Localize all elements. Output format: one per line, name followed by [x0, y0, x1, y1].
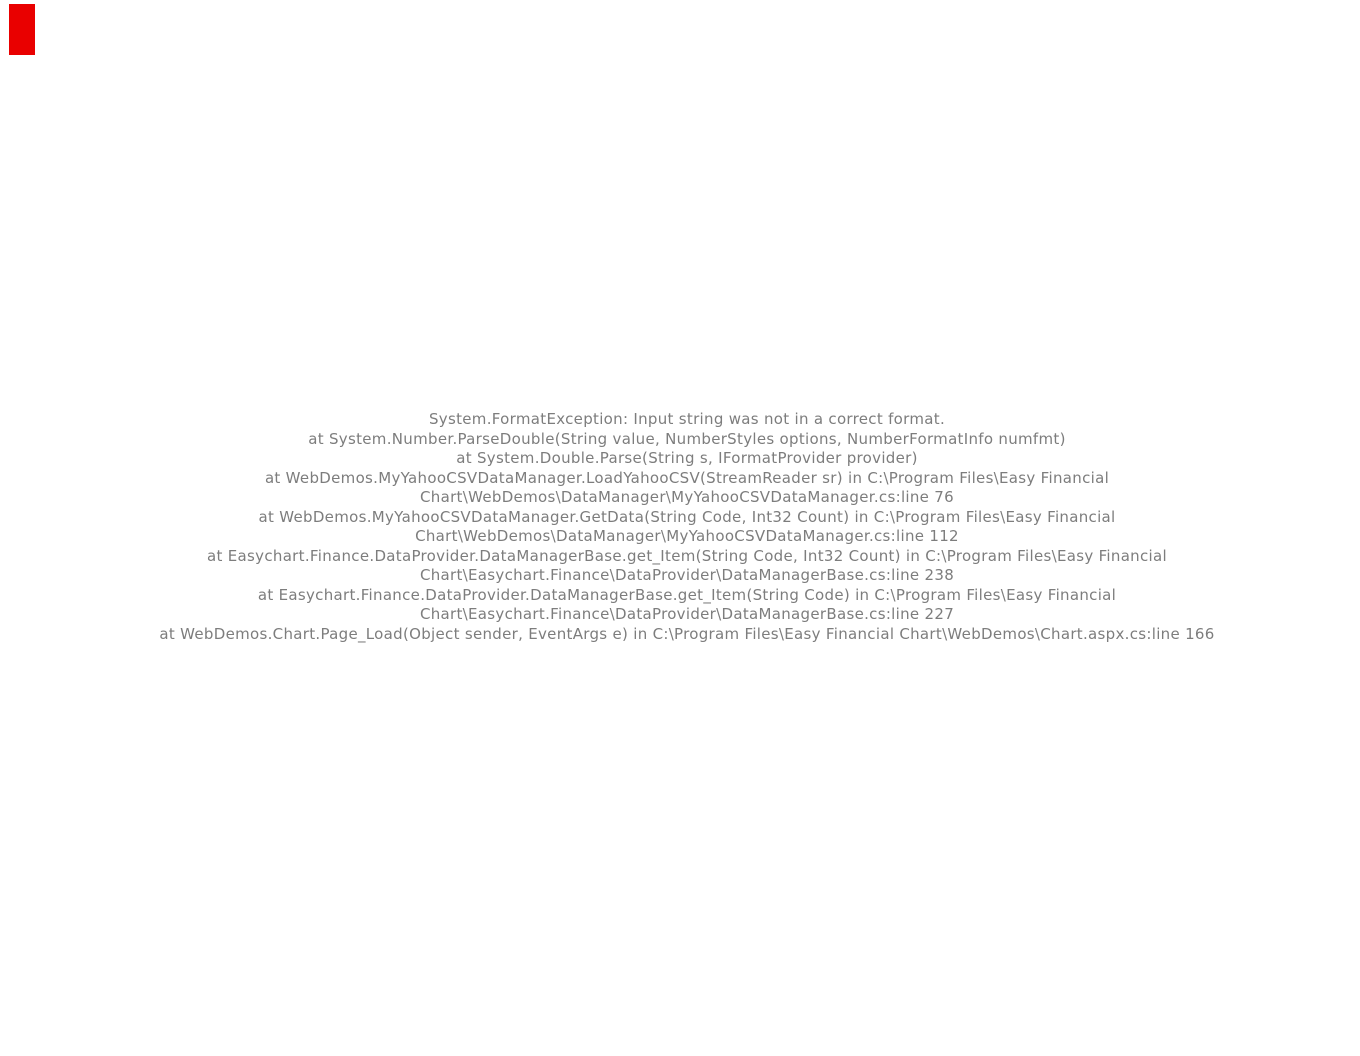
- stack-trace-line: Chart\WebDemos\DataManager\MyYahooCSVDataManager.cs:line 112: [415, 527, 959, 545]
- stack-trace: [7, 410, 1360, 644]
- stack-trace-line: at WebDemos.MyYahooCSVDataManager.GetData(String Code, Int32 Count) in C:\Program Files\Easy Financial: [258, 507, 1116, 526]
- stack-trace-line: at Easychart.Finance.DataProvider.DataManagerBase.get_Item(String Code, Int32 Count) in C:\Program Files\Easy Financial: [207, 546, 1167, 565]
- stack-trace-line: at System.Number.ParseDouble(String value, NumberStyles options, NumberFormatInfo numfmt): [308, 429, 1066, 448]
- stack-trace-line: Chart\WebDemos\DataManager\MyYahooCSVDataManager.cs:line 76: [420, 488, 954, 506]
- stack-trace-line: at WebDemos.MyYahooCSVDataManager.LoadYahooCSV(StreamReader sr) in C:\Program Files\Easy Financial: [264, 468, 1110, 487]
- stack-trace-line: at WebDemos.Chart.Page_Load(Object sender, EventArgs e) in C:\Program Files\Easy Financial Chart\WebDemos\Chart.aspx.cs:line 166: [159, 624, 1215, 643]
- error-marker: [9, 4, 35, 55]
- stack-trace-line: Chart\Easychart.Finance\DataProvider\DataManagerBase.cs:line 227: [419, 605, 955, 623]
- exception-message: System.FormatException: Input string was not in a correct format.: [428, 410, 946, 428]
- stack-trace-line: at Easychart.Finance.DataProvider.DataManagerBase.get_Item(String Code) in C:\Program Files\Easy Financial: [257, 585, 1117, 604]
- stack-trace-line: at System.Double.Parse(String s, IFormatProvider provider): [456, 449, 918, 467]
- stack-trace-line: Chart\Easychart.Finance\DataProvider\DataManagerBase.cs:line 238: [419, 566, 955, 584]
